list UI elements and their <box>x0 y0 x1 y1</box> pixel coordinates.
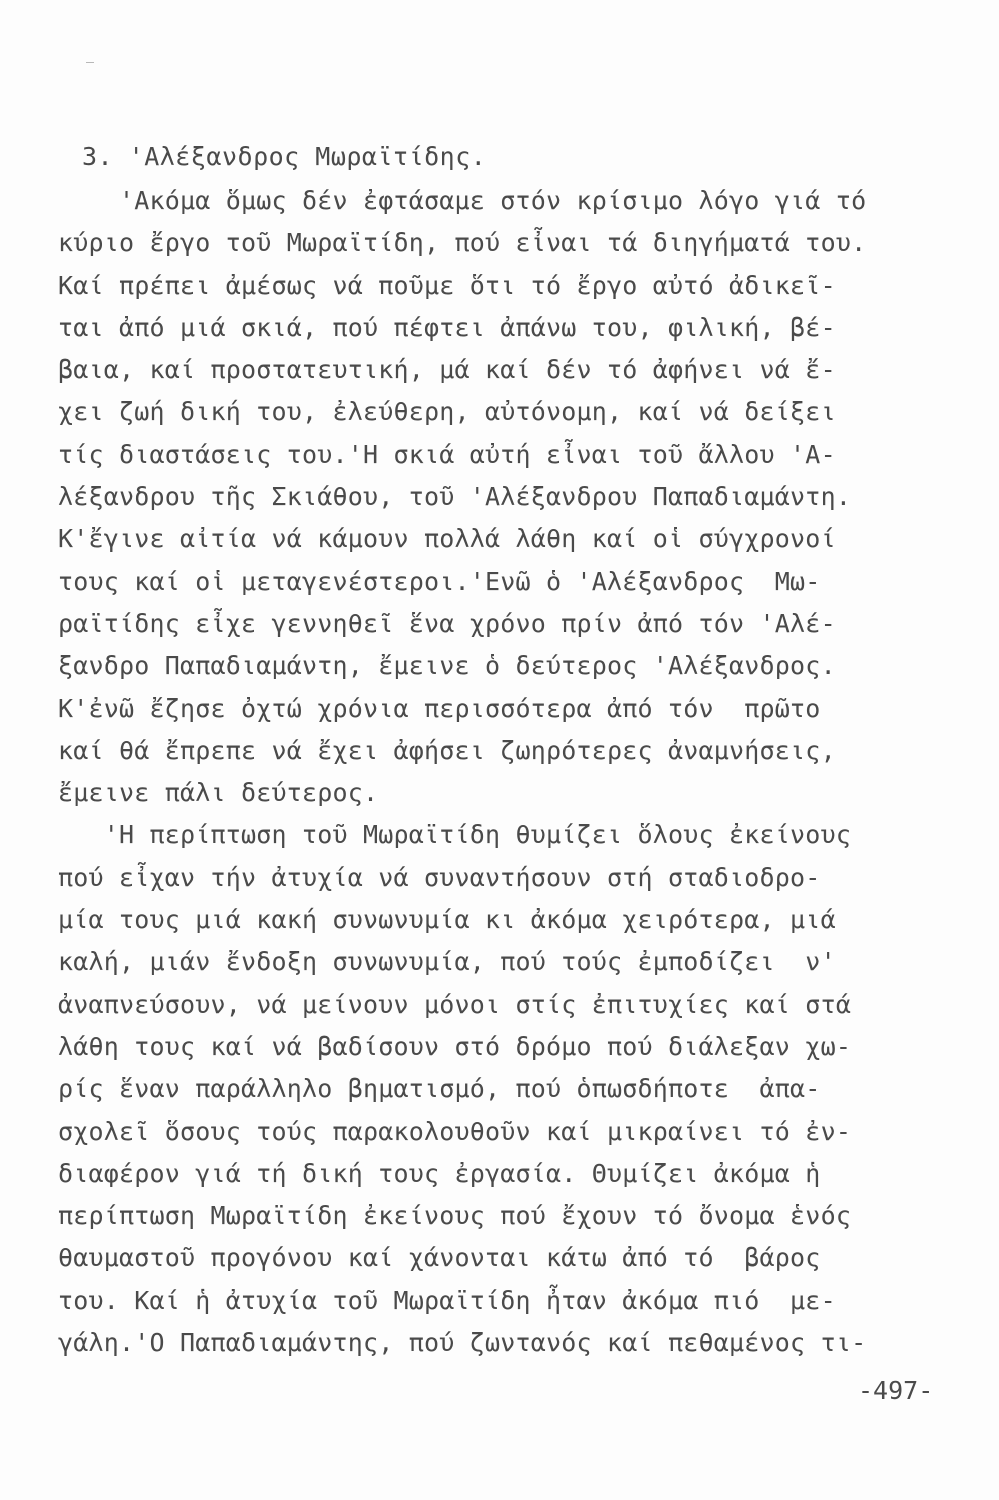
text-line: Κ'ἔγινε αἰτία νά κάμουν πολλά λάθη καί οἱ σύγχρονοί <box>58 524 836 554</box>
body-text <box>58 180 958 1364</box>
text-line: του. Καί ἡ ἀτυχία τοῦ Μωραϊτίδη ἦταν ἀκόμα πιό με- <box>58 1285 836 1315</box>
text-line: μία τους μιά κακή συνωνυμία κι ἀκόμα χειρότερα, μιά <box>58 905 836 935</box>
text-line: λέξανδρου τῆς Σκιάθου, τοῦ 'Αλέξανδρου Παπαδιαμάντη. <box>58 482 852 512</box>
text-line: θαυμαστοῦ προγόνου καί χάνονται κάτω ἀπό τό βάρος <box>58 1243 821 1273</box>
text-line: καί θά ἔπρεπε νά ἔχει ἀφήσει ζωηρότερες ἀναμνήσεις, <box>58 735 836 765</box>
text-line: περίπτωση Μωραϊτίδη ἐκείνους πού ἔχουν τό ὄνομα ἑνός <box>58 1201 852 1231</box>
page-number: -497- <box>858 1376 934 1405</box>
text-line: 'Ακόμα ὅμως δέν ἐφτάσαμε στόν κρίσιμο λόγο γιά τό <box>58 186 867 215</box>
text-line: ραϊτίδης εἶχε γεννηθεῖ ἕνα χρόνο πρίν ἀπό τόν 'Αλέ- <box>58 608 836 638</box>
section-heading: 3. 'Αλέξανδρος Μωραϊτίδης. <box>82 142 487 171</box>
scan-mark <box>86 62 94 63</box>
text-line: ται ἀπό μιά σκιά, πού πέφτει ἀπάνω του, φιλική, βέ- <box>58 312 836 342</box>
text-line: χει ζωή δική του, ἐλεύθερη, αὐτόνομη, καί νά δείξει <box>58 397 836 427</box>
text-line: τους καί οἱ μεταγενέστεροι.'Ενῶ ὁ 'Αλέξανδρος Μω- <box>58 566 821 596</box>
text-line: Καί πρέπει ἀμέσως νά ποῦμε ὅτι τό ἔργο αὐτό ἀδικεῖ- <box>58 270 836 300</box>
text-line: ρίς ἕναν παράλληλο βηματισμό, πού ὁπωσδήποτε ἀπα- <box>58 1074 821 1104</box>
text-line: ἔμεινε πάλι δεύτερος. <box>58 778 379 808</box>
text-line: κύριο ἔργο τοῦ Μωραϊτίδη, πού εἶναι τά διηγήματά του. <box>58 228 867 258</box>
text-line: σχολεῖ ὅσους τούς παρακολουθοῦν καί μικραίνει τό ἐν- <box>58 1116 852 1146</box>
text-line: καλή, μιάν ἔνδοξη συνωνυμία, πού τούς ἐμποδίζει ν' <box>58 947 836 977</box>
text-line: γάλη.'Ο Παπαδιαμάντης, πού ζωντανός καί πεθαμένος τι- <box>58 1328 867 1358</box>
text-line: ἀναπνεύσουν, νά μείνουν μόνοι στίς ἐπιτυχίες καί στά <box>58 989 852 1019</box>
text-line: 'Η περίπτωση τοῦ Μωραϊτίδη θυμίζει ὅλους ἐκείνους <box>58 820 852 850</box>
text-line: τίς διαστάσεις του.'Η σκιά αὐτή εἶναι τοῦ ἄλλου 'Α- <box>58 439 836 469</box>
text-line: Κ'ἐνῶ ἔζησε ὀχτώ χρόνια περισσότερα ἀπό τόν πρῶτο <box>58 693 821 723</box>
text-line: λάθη τους καί νά βαδίσουν στό δρόμο πού διάλεξαν χω- <box>58 1031 852 1061</box>
text-line: ξανδρο Παπαδιαμάντη, ἔμεινε ὁ δεύτερος 'Αλέξανδρος. <box>58 651 836 681</box>
text-line: πού εἶχαν τήν ἀτυχία νά συναντήσουν στή σταδιοδρο- <box>58 862 821 892</box>
text-line: βαια, καί προστατευτική, μά καί δέν τό ἀφήνει νά ἔ- <box>58 355 836 385</box>
text-line: διαφέρον γιά τή δική τους ἐργασία. Θυμίζει ἀκόμα ἡ <box>58 1158 821 1188</box>
